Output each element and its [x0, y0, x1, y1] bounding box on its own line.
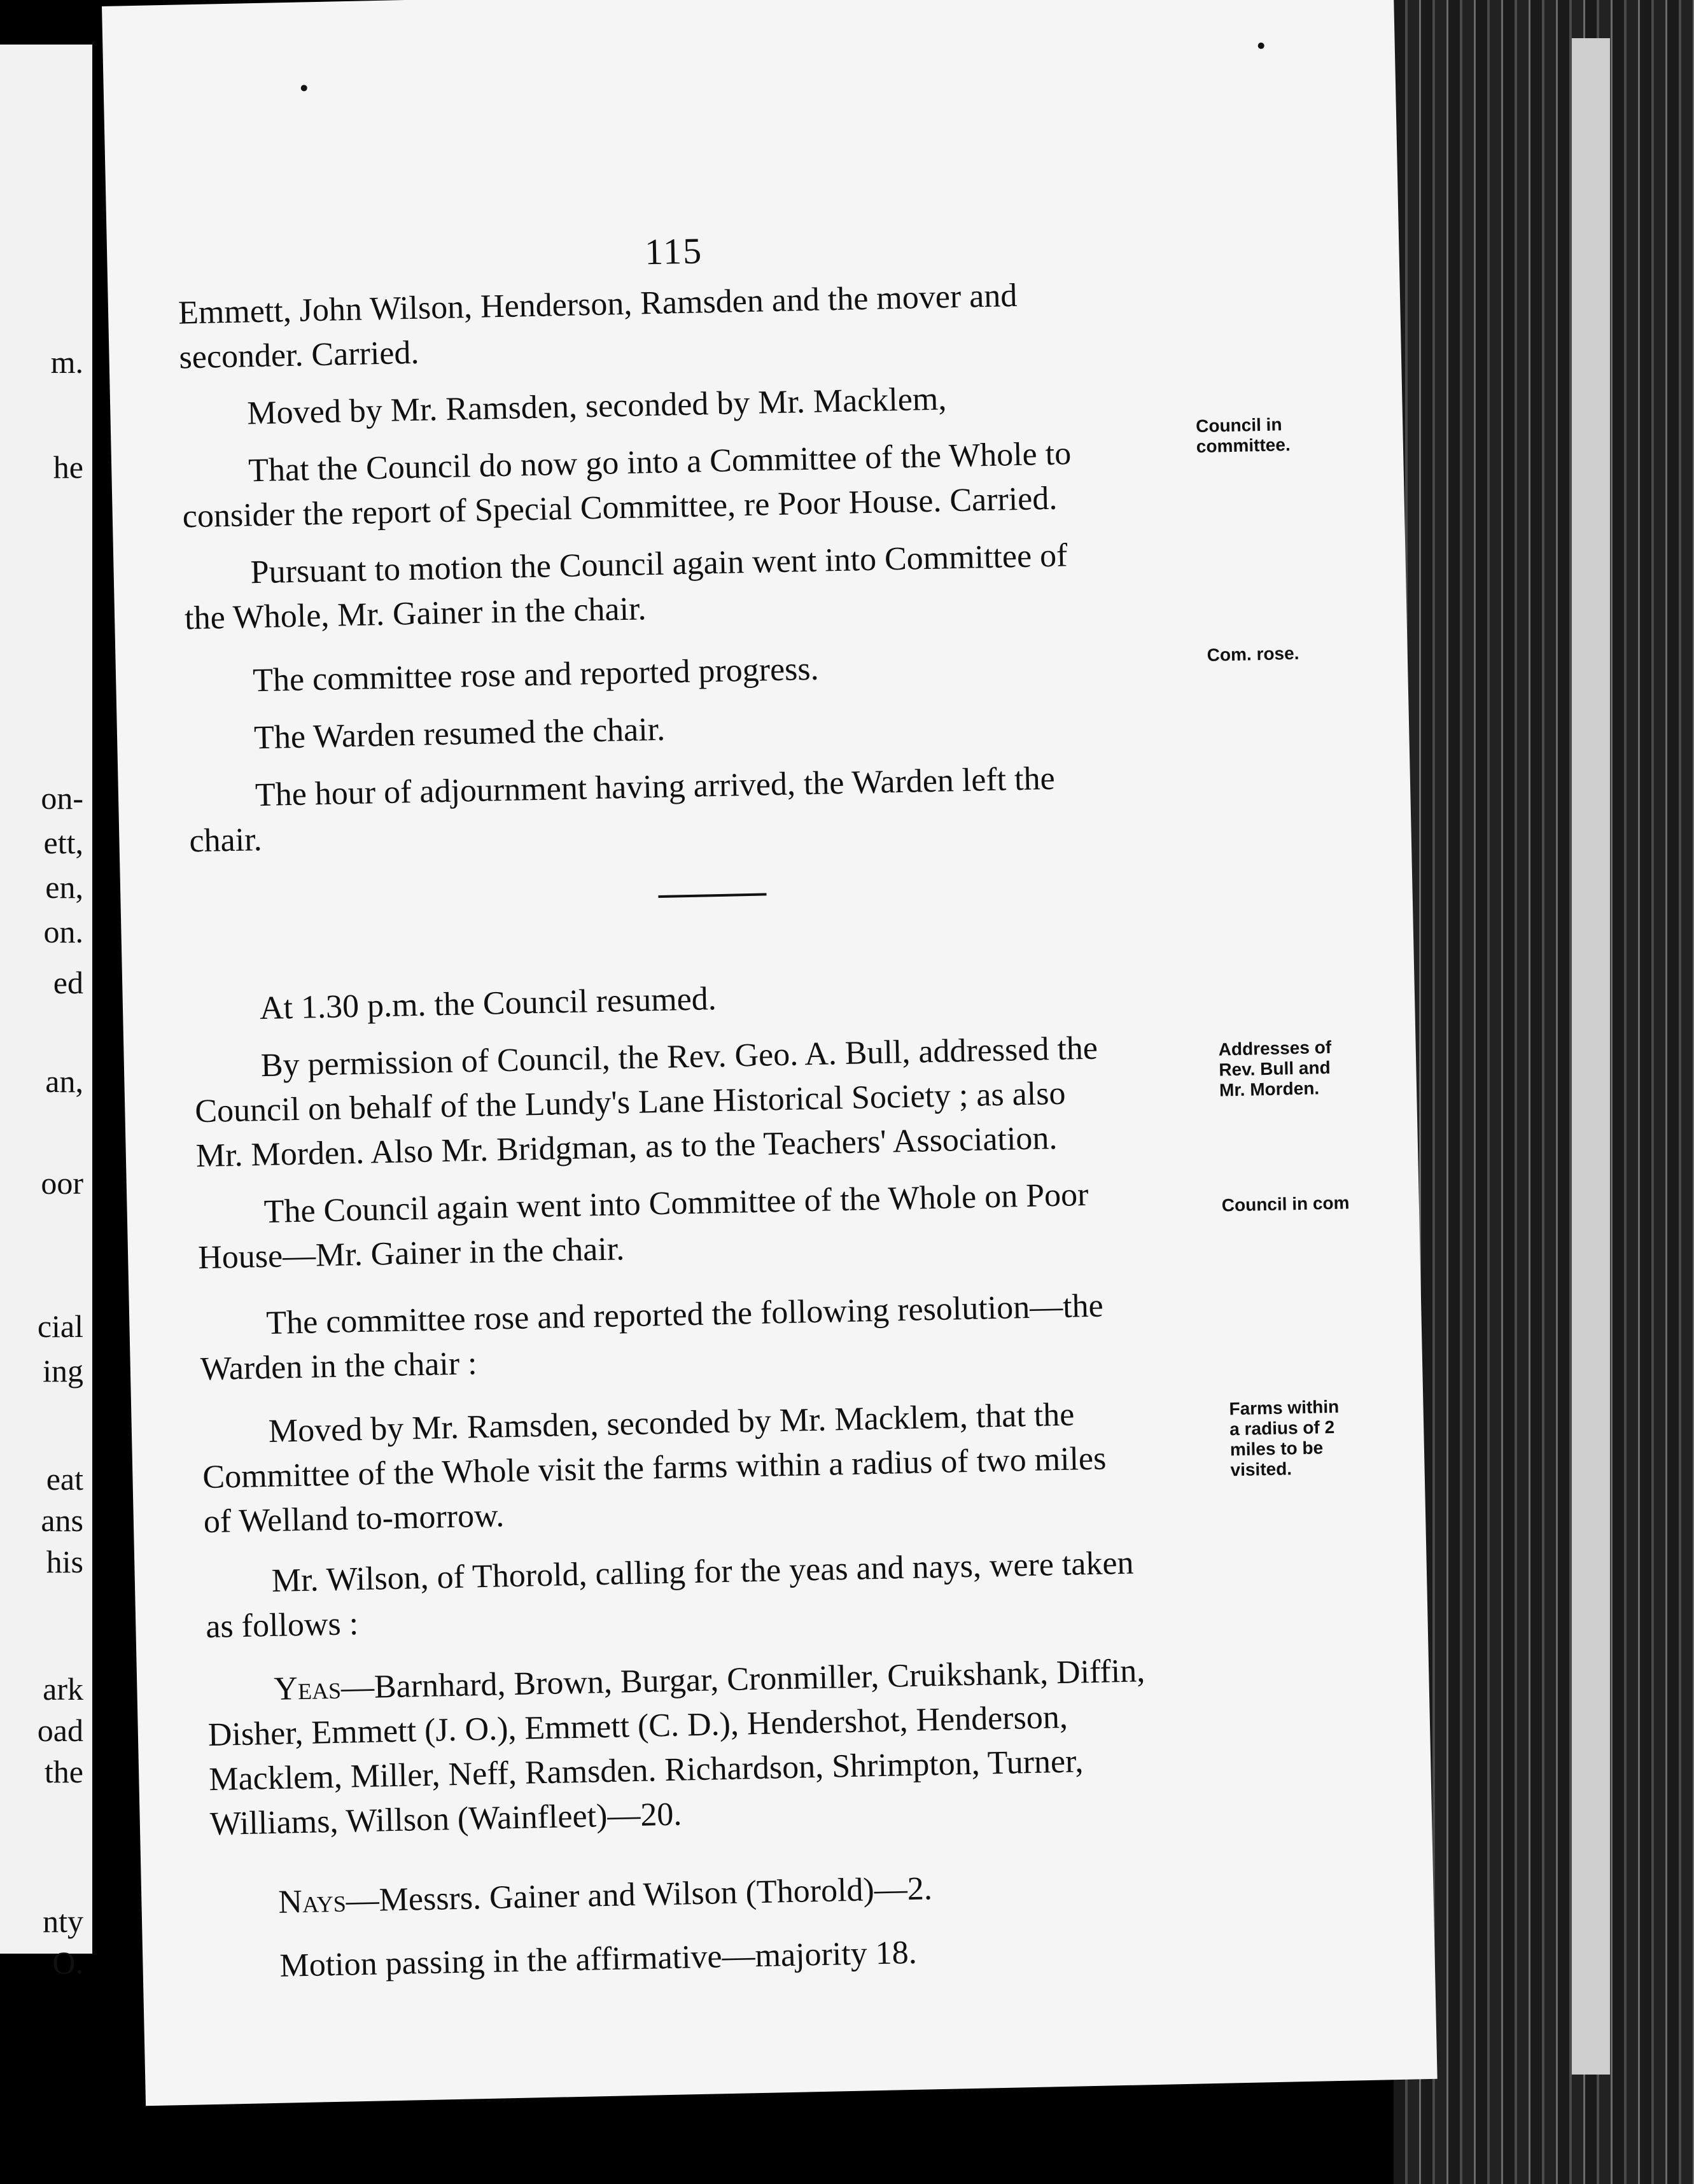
- left-fragment: nty: [43, 1903, 83, 1939]
- paragraph: [247, 377, 947, 436]
- print-speck: [301, 85, 307, 91]
- text-line: The hour of adjournment having arrived, the Warden left the: [255, 760, 1056, 814]
- yeas-label: Yeas—: [273, 1669, 375, 1707]
- margin-note-line: Farms within: [1229, 1396, 1340, 1419]
- text-line: [278, 1866, 933, 1925]
- margin-note: [1207, 643, 1299, 666]
- left-fragment: ett,: [43, 825, 83, 860]
- left-fragment: eat: [46, 1461, 83, 1497]
- text-line: Pursuant to motion the Council again went into Committee of: [250, 537, 1068, 591]
- margin-note-line: visited.: [1230, 1459, 1292, 1480]
- margin-note-line: miles to be: [1229, 1438, 1324, 1460]
- left-fragment: ed: [53, 965, 83, 1000]
- paragraph: [253, 647, 820, 704]
- text-line: That the Council do now go into a Committee of the Whole to: [248, 435, 1072, 489]
- section-divider: [658, 893, 766, 898]
- text-line: Warden in the chair :: [200, 1345, 478, 1388]
- left-fragment: he: [53, 449, 83, 485]
- text-line: Williams, Willson (Wainfleet)—20.: [209, 1796, 682, 1843]
- left-fragment: ing: [43, 1353, 83, 1389]
- left-facing-page: [0, 45, 92, 1980]
- text-line: the Whole, Mr. Gainer in the chair.: [184, 591, 647, 637]
- text-line: seconder. Carried.: [178, 334, 419, 376]
- page-number: 115: [644, 230, 703, 273]
- nays-paragraph: [278, 1866, 933, 1925]
- left-fragment: his: [46, 1544, 83, 1579]
- paragraph: [200, 1284, 1105, 1390]
- text-line: The Warden resumed the chair.: [253, 711, 666, 757]
- text-line: The committee rose and reported progress.: [252, 650, 820, 699]
- left-fragment: an,: [45, 1063, 83, 1099]
- paragraph: [279, 1931, 918, 1989]
- paragraph: [205, 1541, 1135, 1648]
- text-line-content: Messrs. Gainer and Wilson (Thorold)—2.: [379, 1870, 933, 1919]
- text-line-content: Barnhard, Brown, Burgar, Cronmiller, Cruikshank, Diffin,: [374, 1653, 1145, 1705]
- margin-note: [1196, 414, 1291, 457]
- text-line: Macklem, Miller, Neff, Ramsden. Richardson, Shrimpton, Turner,: [208, 1743, 1084, 1798]
- left-fragment: on-: [41, 780, 83, 816]
- text-line: of Welland to-morrow.: [203, 1497, 505, 1541]
- text-line: House—Mr. Gainer in the chair.: [197, 1231, 625, 1277]
- margin-note-line: committee.: [1196, 435, 1291, 457]
- margin-note-line: Rev. Bull and: [1219, 1057, 1331, 1080]
- text-line: Committee of the Whole visit the farms within a radius of two miles: [202, 1440, 1107, 1496]
- text-line: Mr. Morden. Also Mr. Bridgman, as to the Teachers' Association.: [195, 1119, 1058, 1175]
- left-fragment: oor: [41, 1165, 83, 1201]
- paragraph: [178, 274, 1018, 381]
- margin-note-line: Com. rose.: [1207, 643, 1299, 665]
- yeas-paragraph: [207, 1649, 1149, 1845]
- book-page-edges: [1394, 0, 1694, 2184]
- left-fragment: ans: [41, 1502, 83, 1538]
- left-fragment: the: [44, 1754, 83, 1789]
- margin-note-line: Mr. Morden.: [1219, 1078, 1320, 1100]
- paragraph: [182, 431, 1073, 538]
- nays-label: Nays—: [277, 1882, 380, 1921]
- left-fragment: en,: [45, 869, 83, 905]
- text-line: consider the report of Special Committee, re Poor House. Carried.: [182, 480, 1058, 535]
- text-line: The committee rose and reported the following resolution—the: [265, 1287, 1104, 1342]
- paragraph: [259, 977, 717, 1031]
- text-line: Mr. Wilson, of Thorold, calling for the yeas and nays, were taken: [271, 1544, 1135, 1599]
- paragraph: [184, 533, 1069, 640]
- paragraph: [194, 1026, 1100, 1177]
- text-line: Motion passing in the affirmative—majority 18.: [279, 1934, 918, 1984]
- left-fragment: ark: [43, 1671, 83, 1707]
- margin-note-line: Council in: [1195, 414, 1282, 437]
- text-line: By permission of Council, the Rev. Geo. A. Bull, addressed the: [260, 1030, 1098, 1084]
- paragraph: [202, 1392, 1107, 1543]
- paragraph: [197, 1173, 1090, 1279]
- text-line: At 1.30 p.m. the Council resumed.: [259, 981, 717, 1027]
- left-fragment: m.: [50, 344, 83, 380]
- text-line: chair.: [188, 822, 263, 860]
- text-line: Moved by Mr. Ramsden, seconded by Mr. Macklem,: [246, 381, 947, 432]
- text-line: Moved by Mr. Ramsden, seconded by Mr. Macklem, that the: [268, 1396, 1075, 1450]
- margin-note-line: a radius of 2: [1229, 1417, 1335, 1439]
- text-line: Disher, Emmett (J. O.), Emmett (C. D.), Hendershot, Henderson,: [207, 1698, 1068, 1754]
- margin-note-line: Addresses of: [1218, 1037, 1332, 1060]
- text-line: The Council again went into Committee of the Whole on Poor: [263, 1176, 1089, 1231]
- book-page: [102, 0, 1438, 2106]
- text-line: Council on behalf of the Lundy's Lane Historical Society ; as also: [194, 1075, 1066, 1130]
- left-fragment: O.: [52, 1945, 83, 1980]
- left-fragment: oad: [37, 1712, 83, 1748]
- margin-note: [1218, 1037, 1332, 1101]
- text-line: Emmett, John Wilson, Henderson, Ramsden and the mover and: [178, 277, 1018, 332]
- book-page-edges: [1572, 38, 1610, 2075]
- text-line: as follows :: [205, 1606, 359, 1646]
- paragraph: [253, 708, 665, 761]
- print-speck: [1258, 43, 1264, 49]
- left-fragment: cial: [37, 1308, 83, 1344]
- margin-note: [1229, 1397, 1340, 1481]
- margin-note: [1222, 1193, 1350, 1215]
- margin-note-line: Council in com: [1221, 1193, 1350, 1215]
- paragraph: [188, 757, 1056, 862]
- left-fragment: on.: [43, 914, 83, 949]
